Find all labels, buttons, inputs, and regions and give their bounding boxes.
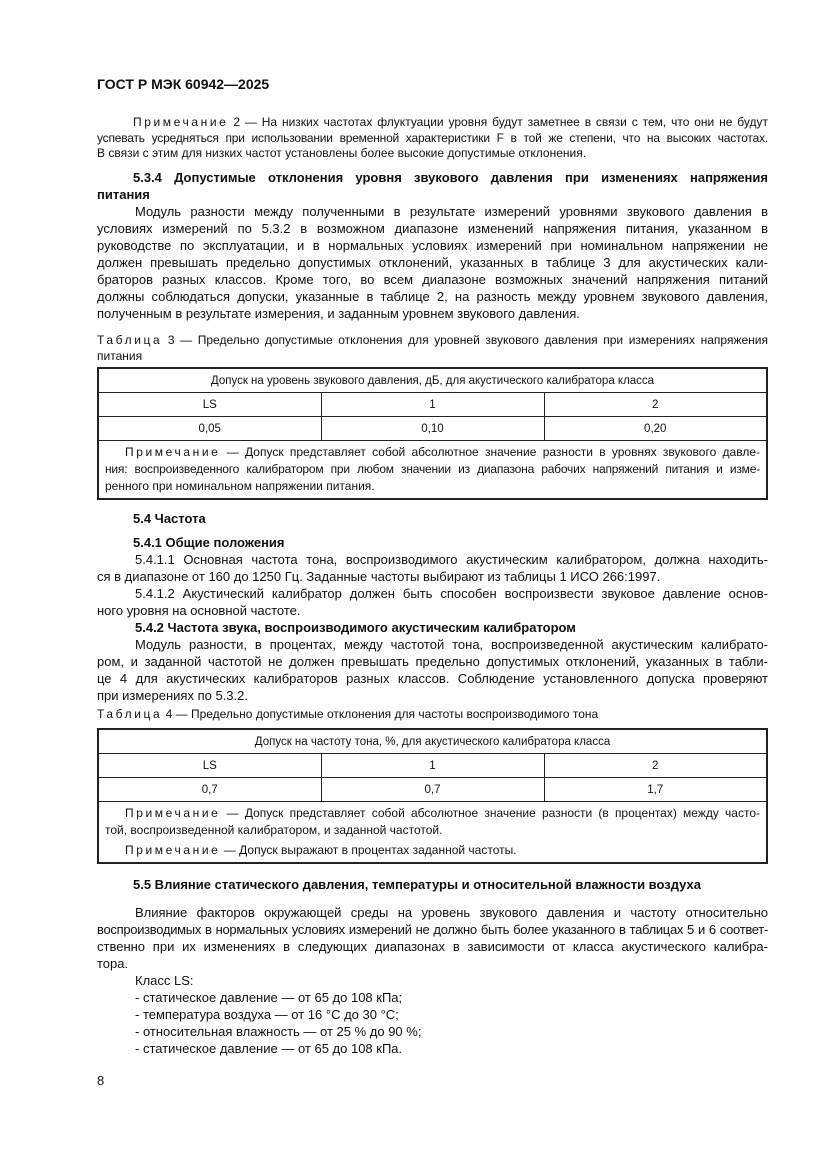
note-2: [97, 115, 768, 162]
value-cell: 0,7: [98, 778, 321, 802]
class-label: Класс LS:: [135, 972, 194, 988]
table-4: [97, 728, 768, 864]
paragraph-line: ся в диапазоне от 160 до 1250 Гц. Заданные частоты выбирают из таблицы 1 ИСО 266:1997.: [97, 568, 661, 584]
class-cell: 1: [321, 393, 544, 417]
caption-text: 4 — Предельно допустимые отклонения для частоты воспроизводимого тона: [162, 707, 599, 721]
paragraph-line: ственно при их изменениях в следующих диапазонах в зависимости от класса акустического калибра-: [97, 938, 768, 954]
note-text: той, воспроизведенной калибратором, и заданной частотой.: [105, 823, 443, 837]
note-text: ния: воспроизведенного калибратором при любом значении из диапазона рабочих напряжений питания и изме-: [105, 462, 760, 476]
paragraph-line: Влияние факторов окружающей среды на уровень звукового давления и частоту относительно: [135, 904, 768, 920]
list-item: - статическое давление — от 65 до 108 кПа.: [135, 1040, 403, 1056]
note-label: Примечание: [125, 843, 221, 857]
note-line: успевать усредняться при использовании временной характеристики F в той же степени, что на высоких частотах.: [97, 130, 768, 145]
caption-text: 3 — Предельно допустимые отклонения для уровней звукового давления при измерениях напряжения: [162, 333, 768, 347]
section-heading: 5.3.4 Допустимые отклонения уровня звукового давления при изменениях напряжения: [133, 169, 768, 185]
table-note: [98, 802, 767, 864]
note-label: Примечание: [133, 115, 229, 129]
paragraph-line: 5.4.1.2 Акустический калибратор должен быть способен воспроизвести звуковое давление основ-: [135, 585, 768, 601]
list-item: - относительная влажность — от 25 % до 90 %;: [135, 1023, 422, 1039]
paragraph-line: 5.4.1.1 Основная частота тона, воспроизводимого акустическим калибратором, должна находить-: [135, 551, 768, 567]
paragraph-line: ного уровня на основной частоте.: [97, 602, 301, 618]
value-cell: 0,05: [98, 417, 321, 441]
value-cell: 0,20: [544, 417, 767, 441]
class-cell: LS: [98, 393, 321, 417]
paragraph-line: тора.: [97, 955, 129, 971]
note-text: — Допуск представляет собой абсолютное значение разности (в процентах) между часто-: [220, 806, 760, 820]
class-cell: LS: [98, 754, 321, 778]
section-5-5: [97, 876, 768, 1057]
note-text: — Допуск выражают в процентах заданной частоты.: [220, 843, 517, 857]
section-heading: 5.4 Частота: [133, 510, 206, 526]
list-item: - температура воздуха — от 16 °C до 30 °C;: [135, 1006, 399, 1022]
paragraph-line: при измерениях по 5.3.2.: [97, 687, 248, 703]
paragraph-line: условиях измерений по 5.3.2 в возможном диапазоне изменений напряжения питания, указанном в: [97, 220, 768, 236]
table-header: Допуск на частоту тона, %, для акустического калибратора класса: [98, 729, 767, 754]
caption-label: Таблица: [97, 333, 163, 347]
note-label: Примечание: [125, 806, 221, 820]
value-cell: 0,7: [321, 778, 544, 802]
table-4-caption: [97, 707, 768, 723]
section-heading: 5.5 Влияние статического давления, температуры и относительной влажности воздуха: [133, 876, 701, 892]
page-number: 8: [97, 1073, 105, 1088]
section-5-3-4: [97, 169, 768, 322]
section-heading: 5.4.2 Частота звука, воспроизводимого акустическим калибратором: [135, 619, 576, 635]
value-cell: 0,10: [321, 417, 544, 441]
note-text: ренного при номинальном напряжении питания.: [105, 479, 375, 493]
paragraph-line: воспроизводимых в нормальных условиях измерений не должно быть более указанного в таблицах 5 и 6 соответ-: [97, 921, 768, 937]
paragraph-line: це 4 для акустических калибраторов разных классов. Соблюдение установленного допуска проверяют: [97, 670, 768, 686]
section-heading: питания: [97, 186, 150, 202]
paragraph-line: ром, и заданной частотой не должен превышать предельно допустимых отклонений, указанных в табли-: [97, 653, 768, 669]
paragraph-line: Модуль разности между полученными в результате измерений уровнями звукового давления в: [135, 203, 768, 219]
class-cell: 2: [544, 393, 767, 417]
caption-label: Таблица: [97, 707, 163, 721]
paragraph-line: должен превышать предельно допустимых отклонений, указанных в таблице 3 для акустических кали-: [97, 254, 768, 270]
value-cell: 1,7: [544, 778, 767, 802]
paragraph-line: браторов разных классов. Кроме того, во всем диапазоне возможных значений напряжения питаний: [97, 271, 768, 287]
section-heading: 5.4.1 Общие положения: [133, 534, 285, 550]
table-3: [97, 367, 768, 500]
table-header: Допуск на уровень звукового давления, дБ, для акустического калибратора класса: [98, 368, 767, 393]
paragraph-line: руководстве по эксплуатации, и в нормальных условиях измерений при номинальном напряжении не: [97, 237, 768, 253]
paragraph-line: должны соблюдаться допуски, указанные в таблице 2, на разность между уровнем звукового давления,: [97, 288, 768, 304]
list-item: - статическое давление — от 65 до 108 кПа;: [135, 989, 403, 1005]
note-label: Примечание: [125, 445, 221, 459]
paragraph-line: полученным в результате измерения, и заданным уровнем звукового давления.: [97, 305, 580, 321]
class-cell: 1: [321, 754, 544, 778]
table-3-caption: [97, 333, 768, 364]
caption-text: питания: [97, 348, 143, 363]
note-text: 2 — На низких частотах флуктуации уровня будут заметнее в связи с тем, что они не будут: [228, 115, 768, 129]
note-text: — Допуск представляет собой абсолютное значение разности в уровнях звукового давле-: [220, 445, 760, 459]
document-header: ГОСТ Р МЭК 60942—2025: [97, 76, 270, 92]
section-5-4: [97, 510, 768, 704]
note-line: В связи с этим для низких частот установлены более высокие допустимые отклонения.: [97, 146, 587, 160]
class-cell: 2: [544, 754, 767, 778]
paragraph-line: Модуль разности, в процентах, между частотой тона, воспроизведенной акустическим калибрато-: [135, 636, 768, 652]
table-note: [98, 441, 767, 500]
